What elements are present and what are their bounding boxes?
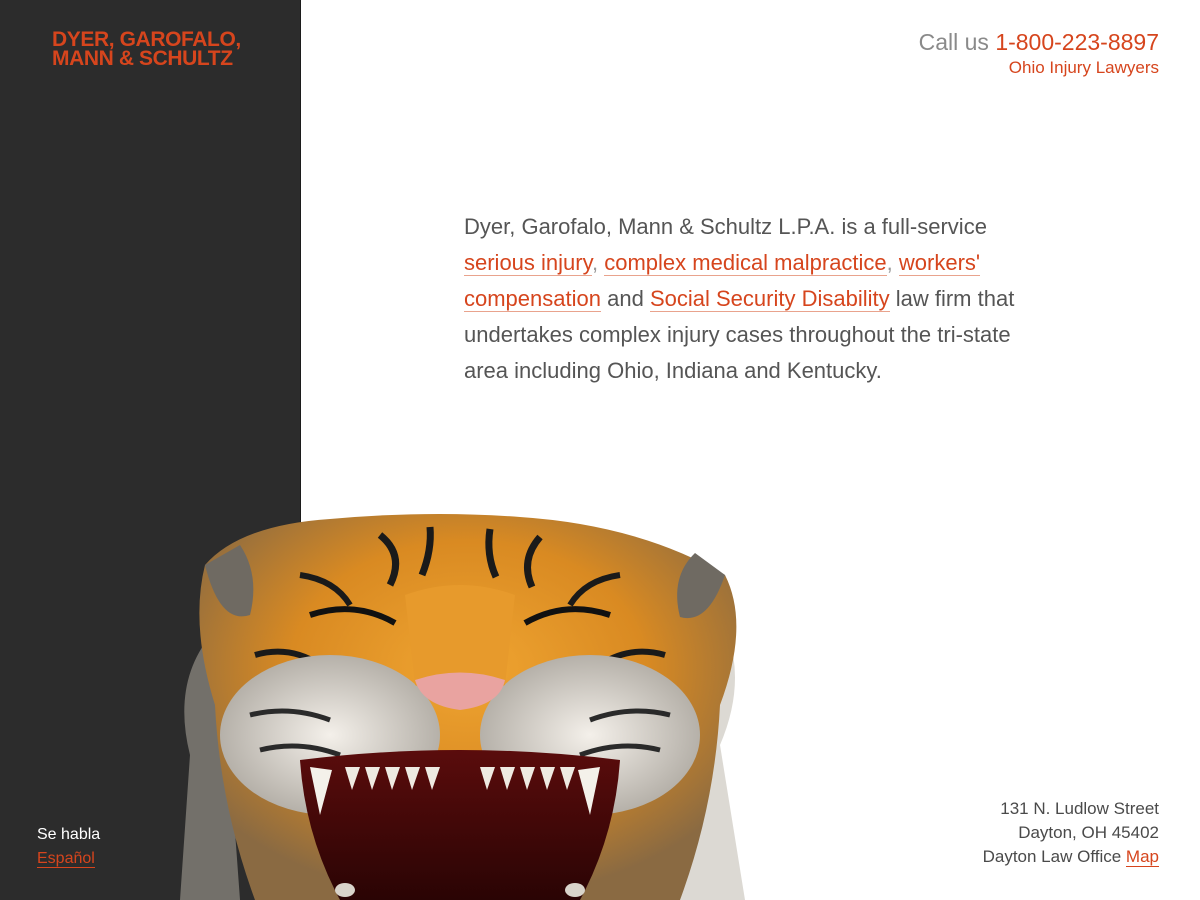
language-prefix: Se habla — [37, 826, 101, 843]
address-office-line — [983, 845, 1159, 869]
intro-tail: law firm that undertakes complex injury cases throughout the tri-state area including Ohio, Indiana and Kentucky. — [464, 286, 1015, 383]
map-link[interactable]: Map — [1125, 847, 1159, 866]
address-street: 131 N. Ludlow Street — [1000, 799, 1159, 818]
logo-line-2: MANN & SCHULTZ — [52, 47, 233, 70]
tagline-link[interactable]: Ohio Injury Lawyers — [1008, 58, 1159, 77]
link-medical-malpractice[interactable]: complex medical malpractice — [604, 250, 887, 275]
link-social-security-disability[interactable]: Social Security Disability — [649, 286, 890, 311]
firm-logo[interactable] — [52, 30, 282, 68]
address-city: Dayton, OH 45402 — [1018, 823, 1159, 842]
separator: , — [886, 250, 893, 275]
espanol-link[interactable]: Español — [37, 850, 95, 867]
address-office: Dayton Law Office — [982, 847, 1122, 866]
call-line — [919, 27, 1159, 57]
intro-lead: Dyer, Garofalo, Mann & Schultz L.P.A. is a full-service — [464, 214, 987, 239]
office-address — [983, 797, 1159, 869]
intro-paragraph — [464, 209, 1034, 389]
link-workers-compensation[interactable]: workers' compensation — [464, 250, 981, 311]
phone-link[interactable]: 1-800-223-8897 — [995, 29, 1159, 55]
call-prefix: Call us — [918, 29, 996, 55]
language-switch — [37, 823, 100, 871]
header-contact — [919, 27, 1159, 79]
intro-and: and — [607, 286, 644, 311]
link-serious-injury[interactable]: serious injury — [464, 250, 592, 275]
separator: , — [591, 250, 599, 275]
tiger-illustration-icon — [160, 505, 760, 900]
logo-line-1: DYER, GAROFALO, — [52, 28, 241, 51]
